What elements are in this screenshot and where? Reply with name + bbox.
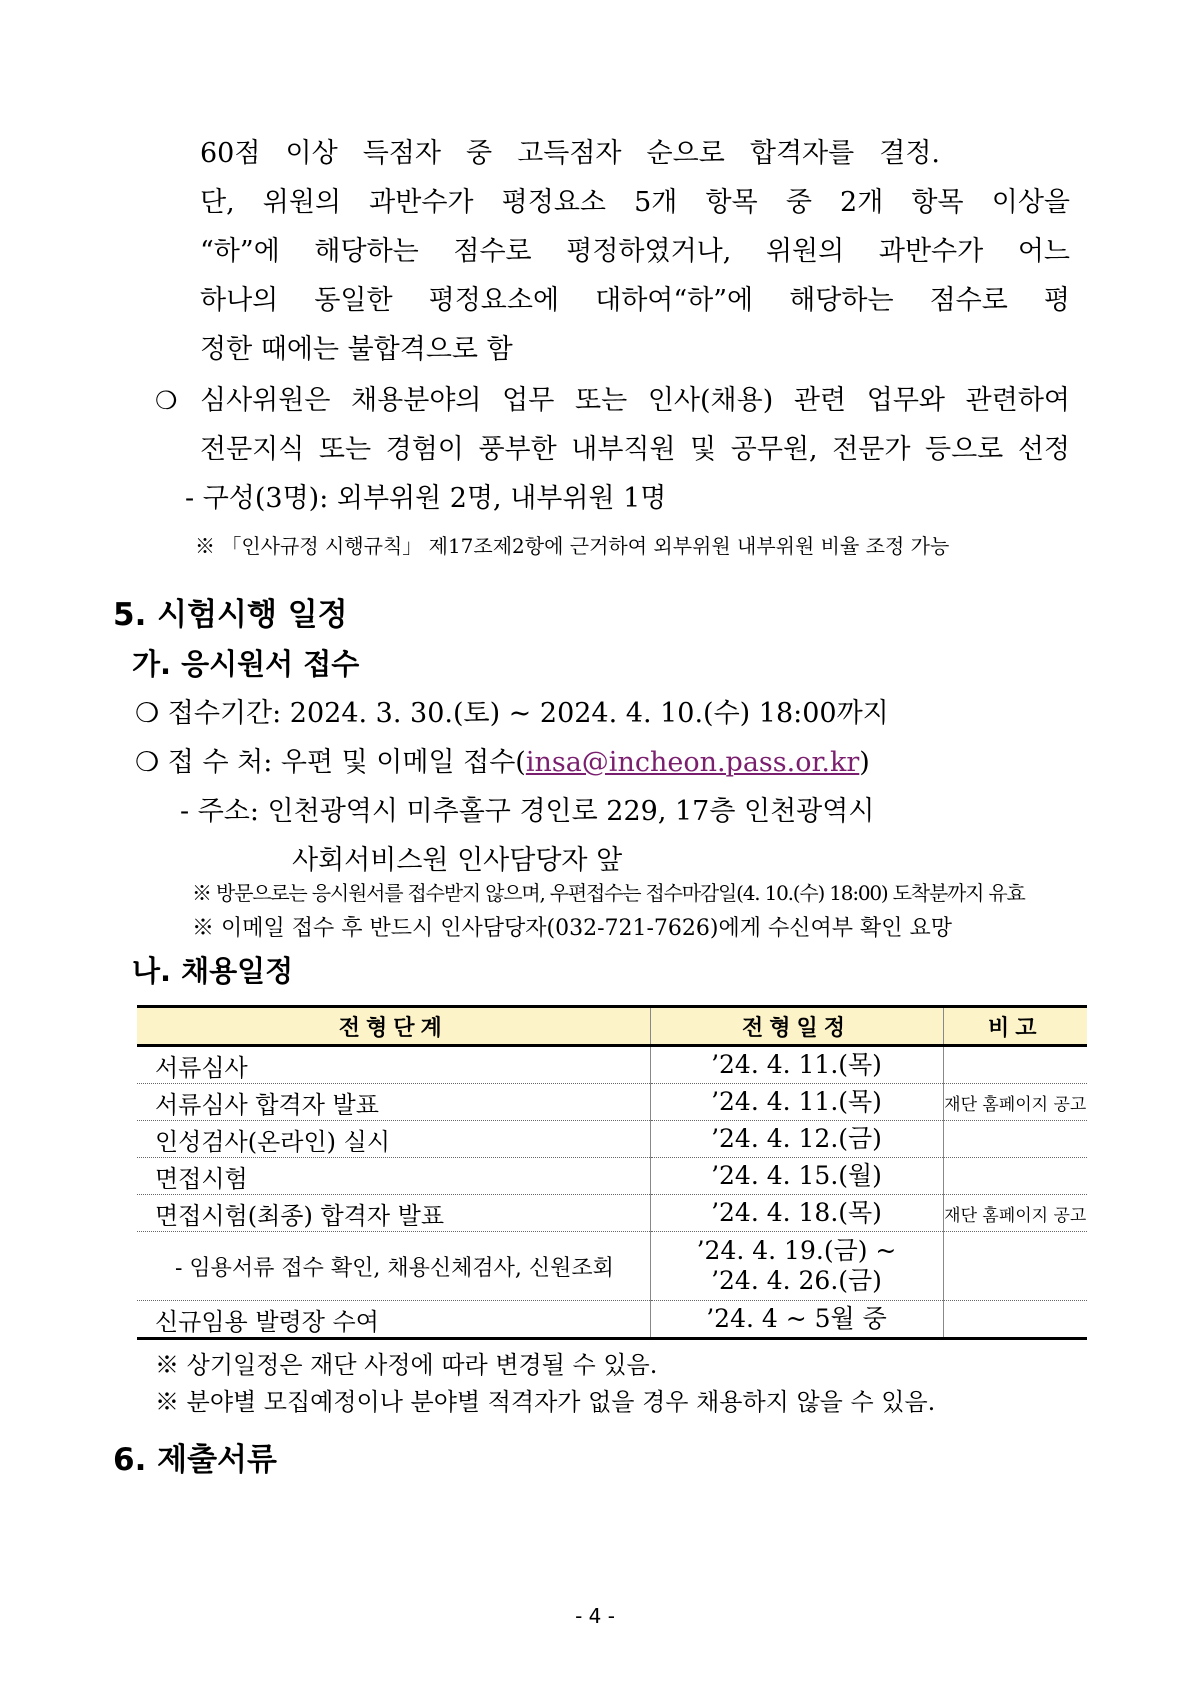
application-note-2: ※ 이메일 접수 후 반드시 인사담당자(032-721-7626)에게 수신여부 확인 요망 [192,916,952,941]
note-cell: 재단 홈페이지 공고 [943,1084,1087,1121]
application-note-1: ※ 방문으로는 응시원서를 접수받지 않으며, 우편접수는 접수마감일(4. 10.(수) 18:00) 도착분까지 유효 [192,881,1025,905]
note-cell [943,1158,1087,1195]
top-para-line-4: 하나의 동일한 평정요소에 대하여“하”에 해당하는 점수로 평 [200,285,1070,316]
table-row [137,1084,1087,1121]
bullet-icon: ❍ [155,386,178,415]
top-para-line-5: 정한 때에는 불합격으로 함 [200,334,513,365]
note-cell [943,1121,1087,1158]
section6-title: 6. 제출서류 [113,1442,277,1478]
date-end: ’24. 4. 26.(금) [711,1266,882,1295]
table-row [137,1121,1087,1158]
date-cell: ’24. 4. 15.(월) [650,1158,943,1195]
committee-line-1: 심사위원은 채용분야의 업무 또는 인사(채용) 관련 업무와 관련하여 [200,385,1070,416]
page-number: - 4 - [575,1604,615,1628]
stage-cell: 인성검사(온라인) 실시 [137,1121,650,1158]
table-row [137,1046,1087,1084]
application-place-suffix: ) [859,747,870,778]
section5b-title: 나. 채용일정 [132,954,294,988]
stage-cell: 서류심사 [137,1046,650,1084]
stage-cell: 면접시험 [137,1158,650,1195]
stage-cell: 면접시험(최종) 합격자 발표 [137,1195,650,1232]
header-stage: 전형단계 [137,1007,650,1046]
top-para-line-2: 단, 위원의 과반수가 평정요소 5개 항목 중 2개 항목 이상을 [200,187,1070,218]
email-link[interactable]: insa@incheon.pass.or.kr [525,747,860,778]
section5-title: 5. 시험시행 일정 [113,597,348,633]
note-cell: 재단 홈페이지 공고 [943,1195,1087,1232]
note-cell [943,1232,1087,1301]
table-header-row [137,1007,1087,1046]
date-cell: ’24. 4. 12.(금) [650,1121,943,1158]
date-cell: ’24. 4 ~ 5월 중 [650,1301,943,1339]
table-row [137,1301,1087,1339]
top-para-line-1: 60점 이상 득점자 중 고득점자 순으로 합격자를 결정. [200,138,940,169]
schedule-table [137,1005,1087,1340]
top-para-line-3: “하”에 해당하는 점수로 평정하였거나, 위원의 과반수가 어느 [200,236,1070,267]
date-cell: ’24. 4. 18.(목) [650,1195,943,1232]
note-cell [943,1301,1087,1339]
stage-cell: 서류심사 합격자 발표 [137,1084,650,1121]
header-date: 전형일정 [650,1007,943,1046]
schedule-footnote-1: ※ 상기일정은 재단 사정에 따라 변경될 수 있음. [155,1351,658,1379]
stage-cell: - 임용서류 접수 확인, 채용신체검사, 신원조회 [137,1232,650,1301]
section5a-title: 가. 응시원서 접수 [132,647,360,681]
date-start: ’24. 4. 19.(금) ~ [696,1236,897,1265]
stage-cell: 신규임용 발령장 수여 [137,1301,650,1339]
note-cell [943,1046,1087,1084]
committee-note: ※ 「인사규정 시행규칙」 제17조제2항에 근거하여 외부위원 내부위원 비율 조정 가능 [195,534,950,558]
committee-line-2: 전문지식 또는 경험이 풍부한 내부직원 및 공무원, 전문가 등으로 선정 [200,434,1070,465]
date-cell [650,1232,943,1301]
address-line-1: - 주소: 인천광역시 미추홀구 경인로 229, 17층 인천광역시 [180,796,875,827]
address-line-2: 사회서비스원 인사담당자 앞 [292,845,623,876]
application-period: ❍ 접수기간: 2024. 3. 30.(토) ~ 2024. 4. 10.(수) 18:00까지 [135,698,889,729]
schedule-footnote-2: ※ 분야별 모집예정이나 분야별 적격자가 없을 경우 채용하지 않을 수 있음. [155,1388,936,1416]
application-place-prefix: ❍ 접 수 처: 우편 및 이메일 접수( [135,747,526,778]
date-cell: ’24. 4. 11.(목) [650,1046,943,1084]
application-place [135,746,870,780]
committee-composition: - 구성(3명): 외부위원 2명, 내부위원 1명 [185,483,667,514]
table-row [137,1158,1087,1195]
date-cell: ’24. 4. 11.(목) [650,1084,943,1121]
header-note: 비고 [943,1007,1087,1046]
table-row [137,1195,1087,1232]
table-row [137,1232,1087,1301]
